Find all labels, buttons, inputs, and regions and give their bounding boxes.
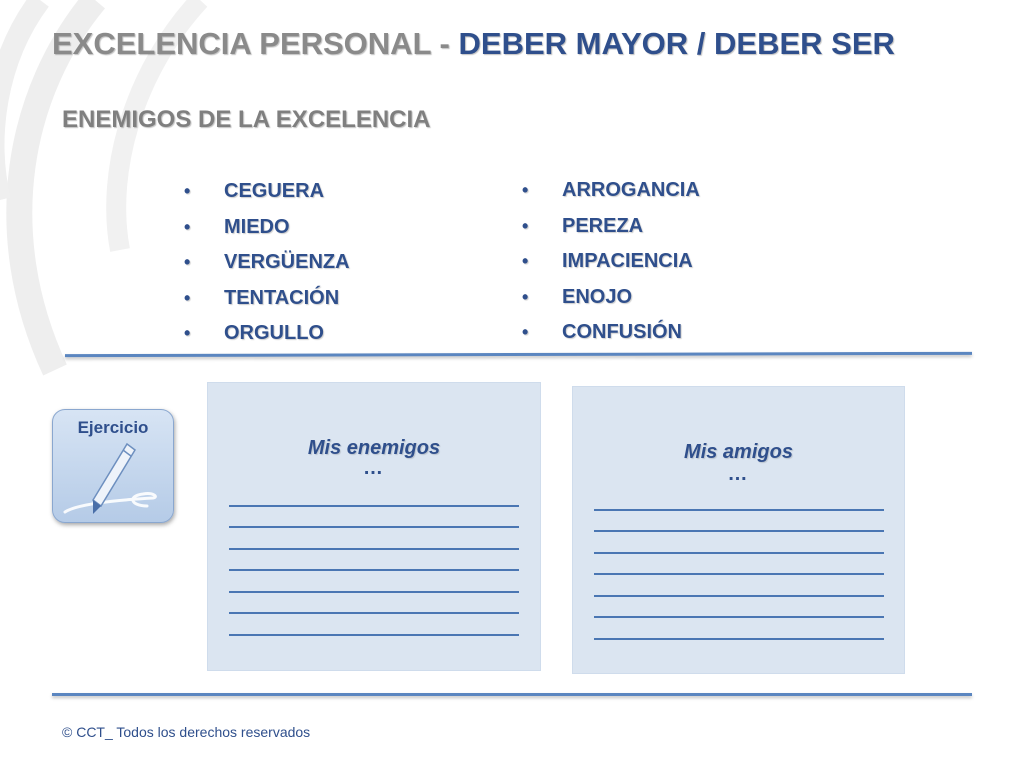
enemies-list-right [522,173,700,351]
enemies-list-left [184,174,350,352]
writing-line [594,573,884,575]
list-item [522,315,700,351]
writing-line [229,569,519,571]
list-item [184,245,350,281]
writing-line [594,638,884,640]
writing-line [594,509,884,511]
list-item-label: CEGUERA [224,180,325,203]
writing-lines[interactable] [594,509,884,659]
list-item-label: ARROGANCIA [562,179,700,202]
list-item [522,173,700,209]
page-title [52,26,895,62]
bullet: • [522,251,529,272]
card-title: Mis amigos [684,441,793,463]
list-item-label: VERGÜENZA [224,251,350,274]
list-item [184,281,350,317]
list-item-label: IMPACIENCIA [562,250,693,273]
list-item [522,244,700,280]
list-item-label: TENTACIÓN [224,286,340,309]
list-item-label: ORGULLO [224,322,324,345]
bullet: • [522,180,529,201]
ellipsis: … [727,463,750,485]
list-item [522,280,700,316]
writing-line [229,526,519,528]
bullet: • [184,287,191,308]
card-title: Mis enemigos [307,437,441,459]
writing-lines[interactable] [229,505,519,655]
writing-line [229,548,519,550]
copyright-footer: © CCT_ Todos los derechos reservados [62,724,311,740]
writing-line [594,552,884,554]
writing-line [594,595,884,597]
bottom-divider [52,693,972,696]
list-item-label: CONFUSIÓN [562,321,682,344]
writing-line [229,505,519,507]
writing-line [229,634,519,636]
list-item-label: ENOJO [562,285,633,308]
writing-line [594,530,884,532]
bullet: • [522,286,529,307]
list-item-label: PEREZA [562,214,644,237]
list-item [184,210,350,246]
enemies-card [207,382,541,671]
writing-line [229,612,519,614]
exercise-badge [52,409,174,523]
list-item [184,316,350,352]
bullet: • [184,181,191,202]
title-blue-part: DEBER MAYOR / DEBER SER [458,26,895,61]
writing-line [229,591,519,593]
writing-line [594,616,884,618]
bullet: • [522,215,529,236]
friends-card [572,386,905,674]
bullet: • [184,252,191,273]
ellipsis: … [363,457,385,479]
exercise-label: Ejercicio [77,418,149,437]
bullet: • [184,323,191,344]
bullet: • [184,216,191,237]
list-item [522,209,700,245]
title-gray-part: EXCELENCIA PERSONAL - [52,26,459,61]
list-item-label: MIEDO [224,215,290,238]
bullet: • [522,322,529,343]
pen-icon [57,440,171,520]
list-item [184,174,350,210]
section-subtitle: ENEMIGOS DE LA EXCELENCIA [62,106,431,133]
